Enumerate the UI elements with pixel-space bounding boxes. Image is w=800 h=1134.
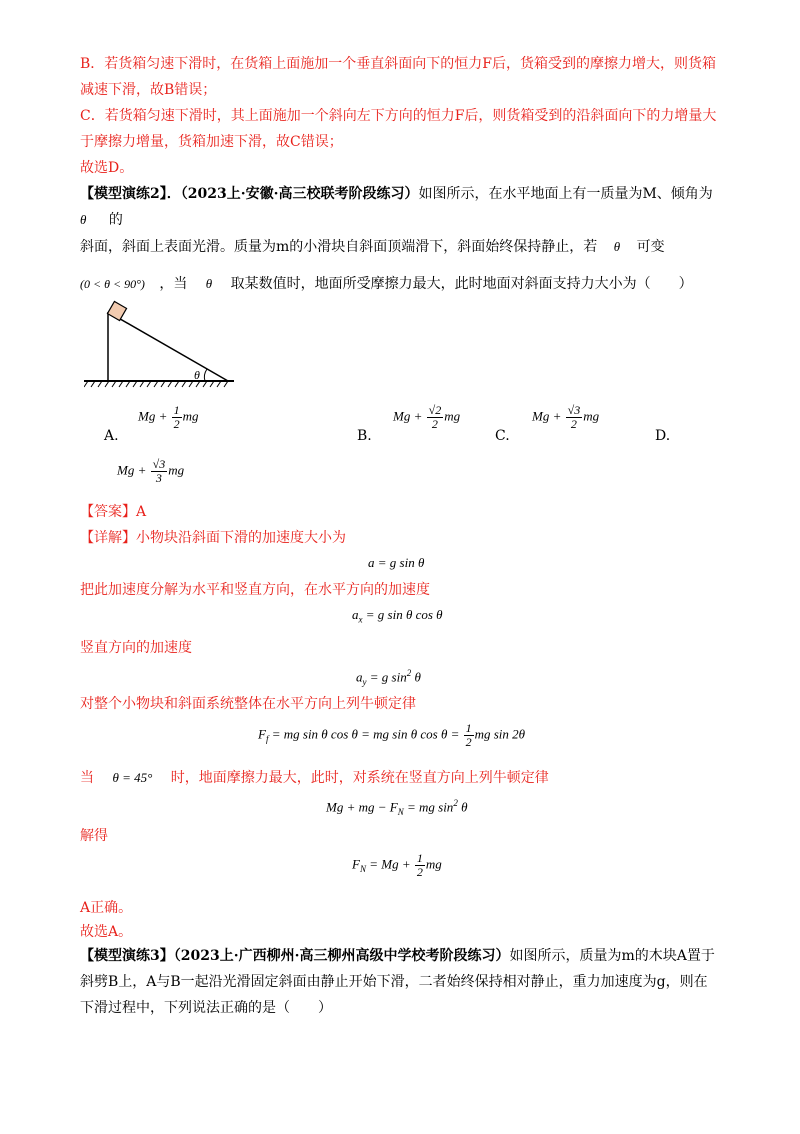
- option-c-expr: Mg +: [532, 408, 562, 424]
- option-c-label[interactable]: C.: [495, 428, 510, 444]
- option-b-explanation-line2: 减速下滑，故B错误；: [80, 82, 217, 98]
- problem3-line3: 下滑过程中，下列说法正确的是（ ）: [80, 1000, 332, 1016]
- ay-rhs: = g sin: [369, 669, 407, 685]
- option-c-explanation-line2: 于摩擦力增量，货箱加速下滑，故C错误；: [80, 134, 343, 150]
- option-a-label[interactable]: A.: [104, 428, 119, 444]
- problem3-source: （2023上·广西柳州·高三柳州高级中学校考阶段练习）: [173, 948, 510, 964]
- vertical-acc-line: 竖直方向的加速度: [80, 640, 192, 656]
- equation-ay: [356, 664, 421, 691]
- incline-figure: [84, 300, 244, 390]
- ay-lhs: a: [356, 669, 363, 685]
- problem3-line2: 斜劈B上，A与B一起沿光滑固定斜面由静止开始下滑，二者始终保持相对静止，重力加速度为g，则在: [80, 974, 708, 990]
- option-b-expr: Mg +: [393, 408, 423, 424]
- detail-text: 小物块沿斜面下滑的加速度大小为: [136, 530, 346, 546]
- option-a-den: 2: [173, 417, 180, 431]
- problem2-line2: [80, 237, 665, 257]
- fn-mid: = Mg +: [369, 856, 411, 872]
- option-c-expression[interactable]: [532, 404, 599, 431]
- problem2-line1: [80, 184, 713, 204]
- detail-line: [80, 528, 346, 548]
- answer-label: 【答案】A: [80, 504, 147, 520]
- ff-num: 1: [465, 721, 472, 735]
- option-b-expression[interactable]: [393, 404, 460, 431]
- angle-arc: [204, 369, 207, 381]
- figure-theta-label: θ: [194, 368, 200, 382]
- problem2-text2a: 斜面，斜面上表面光滑。质量为m的小滑块自斜面顶端滑下，斜面始终保持静止，若: [80, 239, 598, 255]
- t5a: 当: [80, 770, 94, 786]
- problem2-text2b: 可变: [636, 239, 665, 255]
- option-d-label[interactable]: D.: [655, 428, 671, 444]
- incline-slope: [108, 312, 228, 381]
- option-b-num: √2: [428, 403, 442, 417]
- ax-sub: x: [358, 614, 363, 625]
- option-b-den: 2: [431, 417, 438, 431]
- ax-lhs: a: [352, 607, 359, 622]
- decompose-line: 把此加速度分解为水平和竖直方向，在水平方向的加速度: [80, 582, 430, 598]
- theta-symbol: θ: [613, 239, 621, 254]
- option-a-tail: mg: [182, 408, 199, 424]
- ff-tail: mg sin 2θ: [474, 726, 526, 742]
- option-a-expr: Mg +: [138, 408, 168, 424]
- solve-line: 解得: [80, 828, 108, 844]
- ay-sub: y: [362, 676, 367, 687]
- problem3-line1: [80, 946, 715, 966]
- equation-vertical: [326, 794, 467, 821]
- problem2-text3b: 取某数值时，地面所受摩擦力最大，此时地面对斜面支持力大小为（ ）: [230, 276, 693, 292]
- choose-a-line: 故选A。: [80, 924, 133, 940]
- option-d-den: 3: [155, 471, 162, 485]
- problem3-tag: 【模型演练3】: [80, 948, 174, 964]
- option-d-expression[interactable]: [117, 458, 184, 485]
- t5b: 时，地面摩擦力最大，此时，对系统在竖直方向上列牛顿定律: [170, 770, 549, 786]
- option-c-tail: mg: [583, 408, 600, 424]
- equation-acceleration: a = g sin θ: [368, 555, 425, 570]
- theta45-eq: θ = 45°: [112, 770, 153, 785]
- option-b-tail: mg: [444, 408, 461, 424]
- ev-c: θ: [461, 799, 468, 815]
- option-d-expr: Mg +: [117, 462, 147, 478]
- theta-symbol: θ: [205, 276, 213, 291]
- theta-range: (0 < θ < 90°): [80, 277, 145, 291]
- option-d-num: √3: [152, 457, 166, 471]
- equation-result: [352, 852, 442, 879]
- ff-lhs: F: [258, 726, 266, 742]
- fn-num: 1: [416, 851, 423, 865]
- ax-rhs: = g sin θ cos θ: [365, 607, 443, 622]
- choose-d-line: 故选D。: [80, 160, 134, 176]
- problem2-text3a: ，当: [159, 276, 188, 292]
- option-c-den: 2: [570, 417, 577, 431]
- fn-den: 2: [416, 865, 423, 879]
- theta-symbol: θ: [80, 212, 87, 227]
- option-b-explanation-line1: B．若货箱匀速下滑时，在货箱上面施加一个垂直斜面向下的恒力F后，货箱受到的摩擦力增大，则货箱: [80, 56, 716, 72]
- equation-ax: [352, 606, 443, 629]
- equation-friction: [258, 722, 525, 749]
- fn-lhs: F: [352, 856, 360, 872]
- ff-mid: = mg sin θ cos θ = mg sin θ cos θ =: [271, 726, 460, 742]
- problem2-text1b: 的: [108, 212, 123, 228]
- theta45-line: [80, 768, 549, 788]
- a-correct-line: A正确。: [80, 900, 133, 916]
- option-d-tail: mg: [168, 462, 185, 478]
- fn-tail: mg: [425, 856, 442, 872]
- ff-sub: f: [265, 734, 269, 745]
- ay-sup: 2: [406, 668, 412, 678]
- option-a-expression[interactable]: [138, 404, 199, 431]
- system-horizontal-line: 对整个小物块和斜面系统整体在水平方向上列牛顿定律: [80, 696, 416, 712]
- ff-den: 2: [465, 735, 472, 749]
- slider-block: [107, 301, 126, 320]
- problem2-source: ．（2023上·安徽·高三校联考阶段练习）: [166, 186, 419, 202]
- fn-sub: N: [359, 864, 366, 875]
- option-c-num: √3: [567, 403, 581, 417]
- option-a-num: 1: [173, 403, 180, 417]
- ev-sub: N: [397, 806, 404, 817]
- ay-tail: θ: [414, 669, 421, 685]
- option-b-label[interactable]: B.: [357, 428, 372, 444]
- ev-sup: 2: [453, 798, 458, 808]
- problem2-line1b: [80, 210, 123, 230]
- problem2-tag: 【模型演练2】: [80, 186, 167, 202]
- detail-tag: 【详解】: [80, 530, 136, 546]
- ev-b: = mg sin: [406, 799, 454, 815]
- problem2-text1: 如图所示，在水平地面上有一质量为M、倾角为: [418, 186, 713, 202]
- problem2-line3: [80, 274, 693, 294]
- problem3-text1: 如图所示，质量为m的木块A置于: [509, 948, 715, 964]
- option-c-explanation-line1: C．若货箱匀速下滑时，其上面施加一个斜向左下方向的恒力F后，则货箱受到的沿斜面向下的力增量大: [80, 108, 717, 124]
- ev-a: Mg + mg − F: [326, 799, 398, 815]
